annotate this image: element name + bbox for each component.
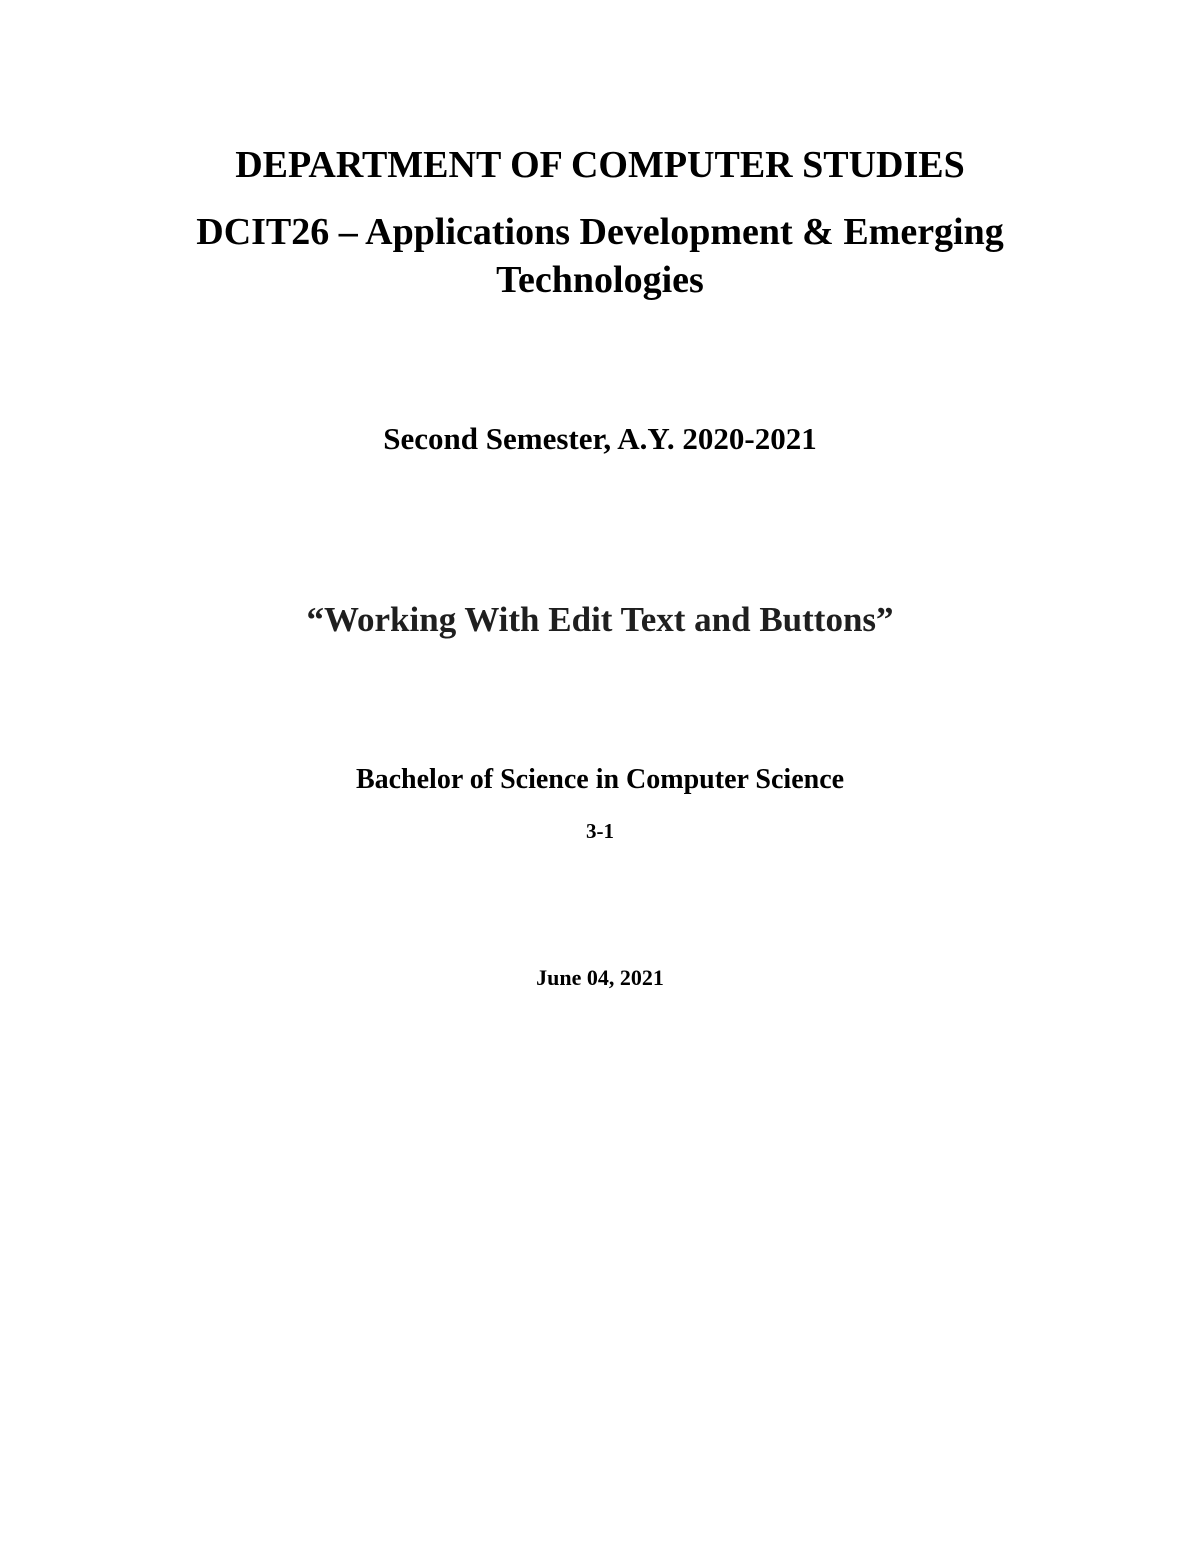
department-heading: DEPARTMENT OF COMPUTER STUDIES (235, 144, 965, 186)
section-label: 3-1 (586, 819, 614, 843)
activity-title: “Working With Edit Text and Buttons” (306, 600, 894, 639)
course-title (0, 208, 1200, 304)
semester-text: Second Semester, A.Y. 2020-2021 (383, 421, 817, 456)
degree-program: Bachelor of Science in Computer Science (355, 764, 845, 795)
course-title-line-2: Technologies (496, 259, 704, 301)
course-title-line-1: DCIT26 – Applications Development & Emerging (196, 211, 1004, 253)
submission-date: June 04, 2021 (536, 965, 664, 990)
